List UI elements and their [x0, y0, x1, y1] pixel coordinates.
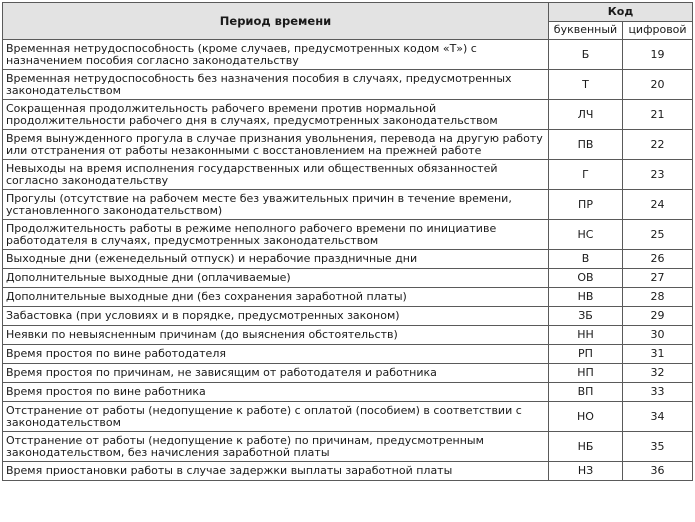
row-description: Дополнительные выходные дни (без сохранения заработной платы)	[3, 288, 549, 307]
table-row	[3, 220, 693, 250]
row-description: Время простоя по причинам, не зависящим от работодателя и работника	[3, 364, 549, 383]
table-row	[3, 100, 693, 130]
row-digit-code: 19	[623, 40, 693, 70]
row-letter-code: РП	[549, 345, 623, 364]
row-description: Время приостановки работы в случае задержки выплаты заработной платы	[3, 462, 549, 481]
row-description: Отстранение от работы (недопущение к работе) по причинам, предусмотренным законодательством, без начисления заработной платы	[3, 432, 549, 462]
row-digit-code: 35	[623, 432, 693, 462]
row-description: Временная нетрудоспособность (кроме случаев, предусмотренных кодом «Т») с назначением пособия согласно законодательству	[3, 40, 549, 70]
table-row	[3, 432, 693, 462]
row-letter-code: Т	[549, 70, 623, 100]
row-description: Время простоя по вине работника	[3, 383, 549, 402]
row-description: Время простоя по вине работодателя	[3, 345, 549, 364]
table-row	[3, 130, 693, 160]
row-digit-code: 25	[623, 220, 693, 250]
row-description: Сокращенная продолжительность рабочего времени против нормальной продолжительности рабочего дня в случаях, предусмотренных законодательством	[3, 100, 549, 130]
row-letter-code: ПР	[549, 190, 623, 220]
row-description: Невыходы на время исполнения государственных или общественных обязанностей согласно законодательству	[3, 160, 549, 190]
row-letter-code: ЛЧ	[549, 100, 623, 130]
row-digit-code: 22	[623, 130, 693, 160]
table-row	[3, 288, 693, 307]
row-digit-code: 36	[623, 462, 693, 481]
row-description: Прогулы (отсутствие на рабочем месте без уважительных причин в течение времени, установленного законодательством)	[3, 190, 549, 220]
row-letter-code: НН	[549, 326, 623, 345]
row-digit-code: 27	[623, 269, 693, 288]
row-letter-code: ОВ	[549, 269, 623, 288]
row-letter-code: ЗБ	[549, 307, 623, 326]
row-description: Отстранение от работы (недопущение к работе) с оплатой (пособием) в соответствии с законодательством	[3, 402, 549, 432]
row-description: Забастовка (при условиях и в порядке, предусмотренных законом)	[3, 307, 549, 326]
row-digit-code: 21	[623, 100, 693, 130]
row-digit-code: 32	[623, 364, 693, 383]
row-digit-code: 30	[623, 326, 693, 345]
row-letter-code: НО	[549, 402, 623, 432]
table-row	[3, 462, 693, 481]
row-digit-code: 34	[623, 402, 693, 432]
row-letter-code: НС	[549, 220, 623, 250]
table-row	[3, 402, 693, 432]
table-row	[3, 190, 693, 220]
table-row	[3, 326, 693, 345]
row-letter-code: НБ	[549, 432, 623, 462]
table-row	[3, 250, 693, 269]
row-description: Неявки по невыясненным причинам (до выяснения обстоятельств)	[3, 326, 549, 345]
row-description: Выходные дни (еженедельный отпуск) и нерабочие праздничные дни	[3, 250, 549, 269]
row-letter-code: В	[549, 250, 623, 269]
row-description: Продолжительность работы в режиме неполного рабочего времени по инициативе работодателя в случаях, предусмотренных законодательством	[3, 220, 549, 250]
row-letter-code: НП	[549, 364, 623, 383]
table-row	[3, 160, 693, 190]
row-digit-code: 23	[623, 160, 693, 190]
table-row	[3, 364, 693, 383]
time-codes-table	[2, 2, 693, 481]
table-row	[3, 383, 693, 402]
digit-code-header: цифровой	[623, 21, 693, 40]
row-digit-code: 20	[623, 70, 693, 100]
row-description: Дополнительные выходные дни (оплачиваемые)	[3, 269, 549, 288]
table-row	[3, 269, 693, 288]
row-digit-code: 33	[623, 383, 693, 402]
row-letter-code: Г	[549, 160, 623, 190]
code-column-header: Код	[549, 3, 693, 22]
row-letter-code: НВ	[549, 288, 623, 307]
row-letter-code: НЗ	[549, 462, 623, 481]
row-description: Время вынужденного прогула в случае признания увольнения, перевода на другую работу или отстранения от работы незаконными с восстановлением на прежней работе	[3, 130, 549, 160]
table-row	[3, 307, 693, 326]
row-letter-code: ПВ	[549, 130, 623, 160]
table-row	[3, 70, 693, 100]
period-column-header: Период времени	[3, 3, 549, 40]
row-digit-code: 29	[623, 307, 693, 326]
row-letter-code: ВП	[549, 383, 623, 402]
row-digit-code: 26	[623, 250, 693, 269]
row-description: Временная нетрудоспособность без назначения пособия в случаях, предусмотренных законодательством	[3, 70, 549, 100]
row-digit-code: 31	[623, 345, 693, 364]
row-digit-code: 24	[623, 190, 693, 220]
row-digit-code: 28	[623, 288, 693, 307]
row-letter-code: Б	[549, 40, 623, 70]
table-row	[3, 345, 693, 364]
letter-code-header: буквенный	[549, 21, 623, 40]
table-row	[3, 40, 693, 70]
